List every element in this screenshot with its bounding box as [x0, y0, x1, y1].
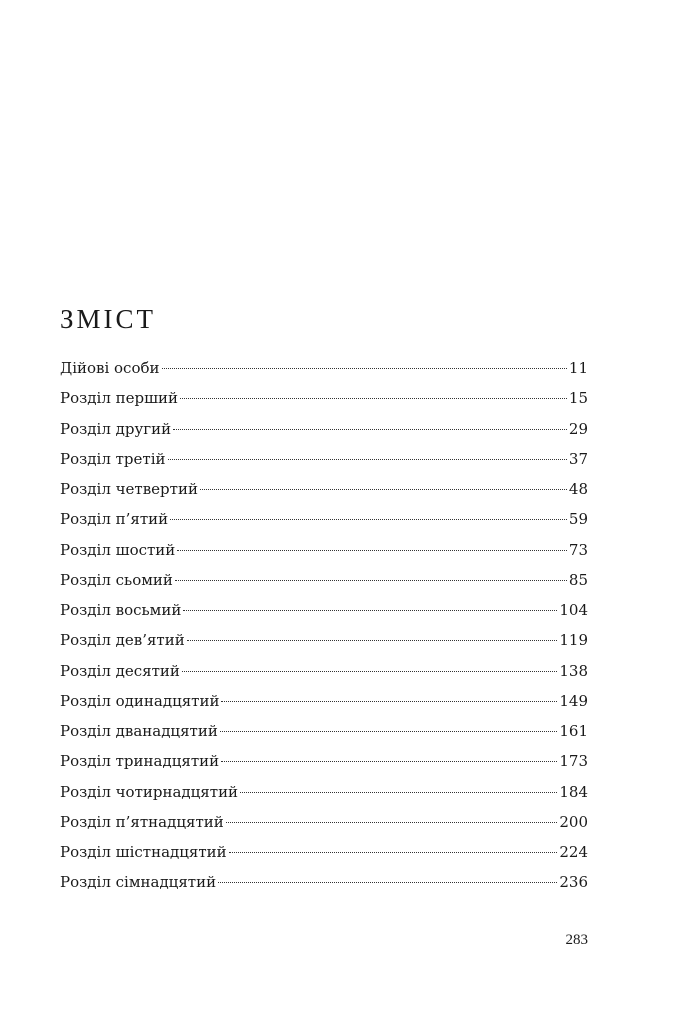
- toc-entry-page: 200: [559, 812, 588, 831]
- toc-title: ЗМІСТ: [60, 304, 157, 334]
- toc-entry-chapter-12: [60, 720, 588, 750]
- dot-leader: [187, 640, 558, 641]
- toc-entry-page: 48: [568, 480, 588, 498]
- toc-entry-page: 85: [568, 570, 588, 589]
- toc-entry-page: 73: [568, 540, 588, 559]
- toc-entry-page: 15: [568, 389, 588, 408]
- toc-entry-label: Розділ четвертий: [60, 480, 198, 498]
- toc-entry-chapter-17: [60, 871, 588, 901]
- toc-entry-page: 149: [559, 691, 588, 710]
- toc-entry-chapter-16: [60, 841, 588, 871]
- toc-entry-chapter-8: [60, 599, 588, 629]
- toc-entry-label: Розділ другий: [60, 419, 172, 438]
- dot-leader: [180, 398, 567, 399]
- toc-entry-label: Розділ тринадцятий: [60, 752, 220, 771]
- toc-entry-chapter-2: [60, 418, 588, 448]
- toc-entry-chapter-3: [60, 448, 588, 478]
- toc-entry-label: Розділ п’ятий: [60, 510, 169, 529]
- toc-entry-page: 138: [559, 661, 588, 680]
- dot-leader: [229, 852, 558, 853]
- toc-entry-page: 59: [568, 510, 588, 529]
- toc-entry-page: 104: [559, 601, 588, 619]
- toc-entry-page: 184: [559, 782, 588, 801]
- toc-entry-chapter-11: [60, 690, 588, 720]
- toc-entry-page: 29: [568, 419, 588, 438]
- toc-entry-page: 236: [559, 873, 588, 892]
- page-number: 283: [565, 932, 588, 948]
- dot-leader: [182, 671, 557, 672]
- toc-entry-label: Розділ дев’ятий: [60, 631, 185, 650]
- dot-leader: [183, 610, 557, 611]
- dot-leader: [220, 731, 558, 732]
- dot-leader: [221, 761, 557, 762]
- toc-entry-label: Розділ десятий: [60, 661, 180, 680]
- toc-entry-chapter-1: [60, 387, 588, 417]
- toc-entry-chapter-6: [60, 539, 588, 569]
- toc-entry-page: 37: [568, 449, 588, 468]
- dot-leader: [175, 580, 567, 581]
- toc-entry-cast: [60, 357, 588, 387]
- toc-entry-chapter-9: [60, 629, 588, 659]
- dot-leader: [200, 489, 567, 490]
- toc-entry-chapter-5: [60, 508, 588, 538]
- dot-leader: [177, 550, 567, 551]
- toc-entry-label: Розділ п’ятнадцятий: [60, 812, 224, 831]
- toc-entry-label: Розділ чотирнадцятий: [60, 782, 239, 801]
- toc-entry-chapter-15: [60, 811, 588, 841]
- toc-entry-chapter-7: [60, 569, 588, 599]
- dot-leader: [218, 882, 557, 883]
- toc-entry-label: Розділ восьмий: [60, 601, 182, 619]
- toc-entry-chapter-14: [60, 781, 588, 811]
- toc-entry-label: Дійові особи: [60, 359, 160, 377]
- toc-entry-label: Розділ перший: [60, 389, 179, 408]
- dot-leader: [170, 519, 567, 520]
- toc-entry-chapter-10: [60, 660, 588, 690]
- toc-entry-chapter-13: [60, 750, 588, 780]
- toc-entry-chapter-4: [60, 478, 588, 508]
- toc-entry-label: Розділ одинадцятий: [60, 691, 220, 710]
- toc-entry-label: Розділ шістнадцятий: [60, 843, 227, 861]
- toc-entry-page: 161: [559, 722, 588, 740]
- toc-entry-page: 173: [559, 752, 588, 771]
- dot-leader: [162, 368, 567, 369]
- toc-entry-page: 119: [559, 631, 588, 650]
- toc-entry-label: Розділ третій: [60, 449, 166, 468]
- toc-entry-page: 224: [559, 843, 588, 861]
- toc-entry-label: Розділ сімнадцятий: [60, 873, 217, 892]
- toc-entry-page: 11: [568, 359, 588, 377]
- dot-leader: [240, 792, 557, 793]
- toc-entry-label: Розділ дванадцятий: [60, 722, 218, 740]
- toc-entry-label: Розділ сьомий: [60, 570, 173, 589]
- dot-leader: [173, 429, 567, 430]
- toc-entry-label: Розділ шостий: [60, 540, 176, 559]
- dot-leader: [168, 459, 567, 460]
- toc-list: [60, 357, 588, 902]
- dot-leader: [226, 822, 558, 823]
- dot-leader: [221, 701, 557, 702]
